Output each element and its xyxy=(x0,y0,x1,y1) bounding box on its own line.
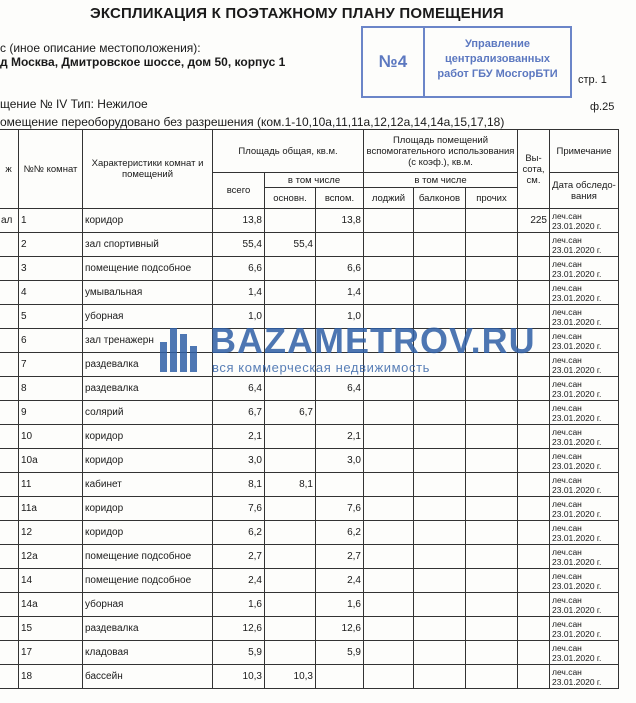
note-type: леч.сан xyxy=(552,330,582,341)
cell-aux: 2,4 xyxy=(316,569,364,593)
cell-empty xyxy=(364,377,414,401)
cell-total: 8,1 xyxy=(213,473,265,497)
cell-empty xyxy=(364,617,414,641)
cell-main: 8,1 xyxy=(265,473,316,497)
table-row xyxy=(0,449,619,473)
cell-name: солярий xyxy=(83,401,213,425)
cell-empty xyxy=(466,521,518,545)
cell-empty xyxy=(466,545,518,569)
cell-height xyxy=(518,569,550,593)
cell-empty xyxy=(364,569,414,593)
cell-height xyxy=(518,665,550,689)
cell-note xyxy=(550,473,619,497)
cell-name: кабинет xyxy=(83,473,213,497)
cell-note xyxy=(550,641,619,665)
cell-empty xyxy=(414,545,466,569)
cell-main xyxy=(265,209,316,233)
cell-main xyxy=(265,425,316,449)
table-row xyxy=(0,209,619,233)
cell-total: 7,6 xyxy=(213,497,265,521)
table-row xyxy=(0,281,619,305)
cell-height xyxy=(518,593,550,617)
cell-floor xyxy=(0,377,19,401)
note-date: 23.01.2020 г. xyxy=(552,460,602,471)
bti-stamp xyxy=(361,26,572,98)
cell-height xyxy=(518,617,550,641)
cell-height: 225 xyxy=(518,209,550,233)
cell-note xyxy=(550,281,619,305)
cell-main xyxy=(265,257,316,281)
note-date: 23.01.2020 г. xyxy=(552,340,602,351)
table-row xyxy=(0,257,619,281)
cell-height xyxy=(518,497,550,521)
col-room-no: №№ комнат xyxy=(19,130,83,209)
cell-floor xyxy=(0,353,19,377)
col-loggia: лоджий xyxy=(364,188,414,209)
building-logo-icon xyxy=(158,326,204,372)
cell-total: 2,4 xyxy=(213,569,265,593)
cell-no: 3 xyxy=(19,257,83,281)
cell-height xyxy=(518,401,550,425)
table-row xyxy=(0,521,619,545)
note-type: леч.сан xyxy=(552,522,582,533)
note-type: леч.сан xyxy=(552,402,582,413)
cell-empty xyxy=(414,233,466,257)
cell-no: 1 xyxy=(19,209,83,233)
table-row xyxy=(0,473,619,497)
table-row xyxy=(0,665,619,689)
cell-empty xyxy=(364,545,414,569)
cell-aux xyxy=(316,233,364,257)
cell-total: 10,3 xyxy=(213,665,265,689)
cell-name: помещение подсобное xyxy=(83,545,213,569)
note-date: 23.01.2020 г. xyxy=(552,244,602,255)
col-aux-area: Площадь помещений вспомогательного использования (с коэф.), кв.м. xyxy=(364,130,518,173)
cell-empty xyxy=(364,233,414,257)
cell-floor xyxy=(0,497,19,521)
cell-floor xyxy=(0,569,19,593)
cell-name: помещение подсобное xyxy=(83,569,213,593)
explication-table xyxy=(0,129,619,689)
cell-total: 1,0 xyxy=(213,305,265,329)
cell-aux: 5,9 xyxy=(316,641,364,665)
cell-name: зал спортивный xyxy=(83,233,213,257)
cell-floor xyxy=(0,329,19,353)
form-number: ф.25 xyxy=(590,101,615,113)
cell-empty xyxy=(364,209,414,233)
cell-height xyxy=(518,449,550,473)
table-body xyxy=(0,209,619,689)
table-row xyxy=(0,641,619,665)
cell-note xyxy=(550,521,619,545)
cell-total: 6,7 xyxy=(213,401,265,425)
cell-empty xyxy=(414,593,466,617)
cell-empty xyxy=(414,401,466,425)
cell-note xyxy=(550,353,619,377)
cell-aux: 6,2 xyxy=(316,521,364,545)
stamp-org-line: работ ГБУ МосгорБТИ xyxy=(437,68,558,80)
table-row xyxy=(0,425,619,449)
cell-floor xyxy=(0,449,19,473)
cell-no: 4 xyxy=(19,281,83,305)
cell-main xyxy=(265,545,316,569)
cell-height xyxy=(518,641,550,665)
cell-main: 55,4 xyxy=(265,233,316,257)
cell-empty xyxy=(466,209,518,233)
cell-main: 6,7 xyxy=(265,401,316,425)
table-row xyxy=(0,497,619,521)
document-title: ЭКСПЛИКАЦИЯ К ПОЭТАЖНОМУ ПЛАНУ ПОМЕЩЕНИЯ xyxy=(90,5,504,22)
note-date: 23.01.2020 г. xyxy=(552,604,602,615)
cell-empty xyxy=(466,377,518,401)
cell-main xyxy=(265,449,316,473)
cell-height xyxy=(518,281,550,305)
cell-aux: 12,6 xyxy=(316,617,364,641)
cell-no: 11а xyxy=(19,497,83,521)
cell-empty xyxy=(466,497,518,521)
cell-aux xyxy=(316,401,364,425)
cell-no: 11 xyxy=(19,473,83,497)
cell-height xyxy=(518,257,550,281)
cell-name: раздевалка xyxy=(83,377,213,401)
cell-aux: 6,6 xyxy=(316,257,364,281)
cell-floor xyxy=(0,665,19,689)
cell-total: 6,2 xyxy=(213,521,265,545)
table-row xyxy=(0,401,619,425)
note-date: 23.01.2020 г. xyxy=(552,364,602,375)
cell-floor xyxy=(0,521,19,545)
watermark xyxy=(158,320,536,378)
note-date: 23.01.2020 г. xyxy=(552,268,602,279)
cell-note xyxy=(550,593,619,617)
cell-aux: 1,4 xyxy=(316,281,364,305)
cell-no: 12а xyxy=(19,545,83,569)
cell-note xyxy=(550,377,619,401)
cell-total: 1,4 xyxy=(213,281,265,305)
cell-floor xyxy=(0,545,19,569)
cell-empty xyxy=(414,665,466,689)
cell-empty xyxy=(414,425,466,449)
room-line: щение № IV Тип: Нежилое xyxy=(0,97,148,111)
cell-name: раздевалка xyxy=(83,617,213,641)
cell-floor xyxy=(0,473,19,497)
cell-main xyxy=(265,569,316,593)
cell-aux: 13,8 xyxy=(316,209,364,233)
table-row xyxy=(0,545,619,569)
cell-floor xyxy=(0,281,19,305)
cell-name: коридор xyxy=(83,449,213,473)
table-row xyxy=(0,233,619,257)
note-date: 23.01.2020 г. xyxy=(552,388,602,399)
cell-no: 9 xyxy=(19,401,83,425)
cell-floor xyxy=(0,425,19,449)
cell-aux xyxy=(316,665,364,689)
cell-empty xyxy=(414,617,466,641)
cell-note xyxy=(550,617,619,641)
note-date: 23.01.2020 г. xyxy=(552,316,602,327)
cell-main xyxy=(265,617,316,641)
cell-empty xyxy=(414,641,466,665)
note-type: леч.сан xyxy=(552,426,582,437)
cell-empty xyxy=(414,497,466,521)
table-header xyxy=(0,130,619,209)
cell-empty xyxy=(466,665,518,689)
watermark-sub: вся коммерческая недвижимость xyxy=(212,360,431,375)
cell-total: 13,8 xyxy=(213,209,265,233)
cell-empty xyxy=(414,521,466,545)
note-type: леч.сан xyxy=(552,546,582,557)
table-row xyxy=(0,569,619,593)
cell-note xyxy=(550,401,619,425)
cell-name: уборная xyxy=(83,593,213,617)
cell-aux: 2,1 xyxy=(316,425,364,449)
cell-empty xyxy=(466,401,518,425)
note-date: 23.01.2020 г. xyxy=(552,436,602,447)
cell-floor xyxy=(0,593,19,617)
note-type: леч.сан xyxy=(552,450,582,461)
col-all: всего xyxy=(213,173,265,209)
cell-total: 5,9 xyxy=(213,641,265,665)
page-number: стр. 1 xyxy=(578,74,607,86)
cell-empty xyxy=(364,593,414,617)
cell-total: 2,7 xyxy=(213,545,265,569)
cell-aux: 2,7 xyxy=(316,545,364,569)
cell-empty xyxy=(466,425,518,449)
cell-no: 10 xyxy=(19,425,83,449)
col-total-area: Площадь общая, кв.м. xyxy=(213,130,364,173)
address-label: с (иное описание местоположения): xyxy=(0,41,201,55)
cell-aux: 1,0 xyxy=(316,305,364,329)
cell-note xyxy=(550,233,619,257)
cell-height xyxy=(518,521,550,545)
cell-name: коридор xyxy=(83,425,213,449)
note-date: 23.01.2020 г. xyxy=(552,676,602,687)
cell-no: 14 xyxy=(19,569,83,593)
cell-empty xyxy=(364,449,414,473)
cell-name: зал тренажерн xyxy=(83,329,213,353)
cell-total: 1,6 xyxy=(213,593,265,617)
stamp-org xyxy=(425,37,570,82)
cell-main xyxy=(265,281,316,305)
cell-empty xyxy=(364,497,414,521)
note-type: леч.сан xyxy=(552,570,582,581)
cell-total: 6,4 xyxy=(213,377,265,401)
cell-empty xyxy=(466,473,518,497)
note-type: леч.сан xyxy=(552,618,582,629)
cell-empty xyxy=(364,425,414,449)
cell-empty xyxy=(414,473,466,497)
cell-name: раздевалка xyxy=(83,353,213,377)
note-type: леч.сан xyxy=(552,666,582,677)
table-row xyxy=(0,617,619,641)
cell-empty xyxy=(414,281,466,305)
note-type: леч.сан xyxy=(552,642,582,653)
cell-aux xyxy=(316,473,364,497)
cell-main xyxy=(265,593,316,617)
cell-floor xyxy=(0,233,19,257)
cell-name: уборная xyxy=(83,305,213,329)
cell-note xyxy=(550,329,619,353)
cell-name: коридор xyxy=(83,209,213,233)
note-date: 23.01.2020 г. xyxy=(552,556,602,567)
stamp-number: №4 xyxy=(363,28,425,96)
cell-main: 10,3 xyxy=(265,665,316,689)
cell-empty xyxy=(414,209,466,233)
cell-total: 12,6 xyxy=(213,617,265,641)
cell-note xyxy=(550,497,619,521)
note-type: леч.сан xyxy=(552,474,582,485)
cell-note xyxy=(550,257,619,281)
cell-no: 18 xyxy=(19,665,83,689)
cell-floor xyxy=(0,257,19,281)
col-remark: Примечание xyxy=(550,130,619,173)
cell-main xyxy=(265,521,316,545)
note-type: леч.сан xyxy=(552,498,582,509)
cell-main xyxy=(265,377,316,401)
col-main: основн. xyxy=(265,188,316,209)
cell-no: 7 xyxy=(19,353,83,377)
cell-name: коридор xyxy=(83,497,213,521)
note-date: 23.01.2020 г. xyxy=(552,628,602,639)
cell-name: умывальная xyxy=(83,281,213,305)
cell-note xyxy=(550,449,619,473)
cell-note xyxy=(550,569,619,593)
cell-name: бассейн xyxy=(83,665,213,689)
cell-total: 55,4 xyxy=(213,233,265,257)
cell-no: 14а xyxy=(19,593,83,617)
cell-main xyxy=(265,641,316,665)
note-date: 23.01.2020 г. xyxy=(552,580,602,591)
cell-total: 2,1 xyxy=(213,425,265,449)
note-type: леч.сан xyxy=(552,282,582,293)
cell-floor xyxy=(0,401,19,425)
cell-empty xyxy=(364,521,414,545)
note-type: леч.сан xyxy=(552,234,582,245)
cell-main xyxy=(265,497,316,521)
cell-no: 15 xyxy=(19,617,83,641)
cell-empty xyxy=(466,233,518,257)
table-row xyxy=(0,593,619,617)
col-characteristics: Характеристики комнат и помещений xyxy=(83,130,213,209)
note-date: 23.01.2020 г. xyxy=(552,484,602,495)
cell-no: 17 xyxy=(19,641,83,665)
cell-height xyxy=(518,377,550,401)
col-balcony: балконов xyxy=(414,188,466,209)
cell-no: 5 xyxy=(19,305,83,329)
cell-empty xyxy=(466,569,518,593)
cell-empty xyxy=(466,449,518,473)
note-date: 23.01.2020 г. xyxy=(552,412,602,423)
col-height: Вы-сота, см. xyxy=(518,130,550,209)
cell-note xyxy=(550,545,619,569)
cell-aux: 3,0 xyxy=(316,449,364,473)
note-date: 23.01.2020 г. xyxy=(552,652,602,663)
cell-aux: 1,6 xyxy=(316,593,364,617)
cell-empty xyxy=(466,257,518,281)
cell-height xyxy=(518,425,550,449)
cell-empty xyxy=(414,257,466,281)
cell-empty xyxy=(364,257,414,281)
cell-name: помещение подсобное xyxy=(83,257,213,281)
cell-empty xyxy=(414,377,466,401)
cell-no: 2 xyxy=(19,233,83,257)
cell-empty xyxy=(364,401,414,425)
cell-empty xyxy=(364,281,414,305)
cell-empty xyxy=(466,593,518,617)
note-line: омещение переоборудовано без разрешения (ком.1-10,10а,11,11а,12,12а,14,14а,15,17,18) xyxy=(0,115,505,129)
note-date: 23.01.2020 г. xyxy=(552,508,602,519)
watermark-main: BAZAMETROV.RU xyxy=(210,320,536,361)
col-other: прочих xyxy=(466,188,518,209)
note-date: 23.01.2020 г. xyxy=(552,292,602,303)
cell-total: 6,6 xyxy=(213,257,265,281)
address-value: д Москва, Дмитровское шоссе, дом 50, корпус 1 xyxy=(0,55,286,69)
cell-floor: ал xyxy=(0,209,19,233)
cell-name: кладовая xyxy=(83,641,213,665)
cell-name: коридор xyxy=(83,521,213,545)
cell-empty xyxy=(414,449,466,473)
cell-empty xyxy=(466,617,518,641)
cell-aux: 7,6 xyxy=(316,497,364,521)
cell-height xyxy=(518,233,550,257)
stamp-org-line: Управление xyxy=(464,38,530,50)
cell-aux: 6,4 xyxy=(316,377,364,401)
cell-empty xyxy=(466,641,518,665)
cell-empty xyxy=(414,569,466,593)
cell-empty xyxy=(364,473,414,497)
cell-note xyxy=(550,425,619,449)
note-type: леч.сан xyxy=(552,354,582,365)
cell-height xyxy=(518,473,550,497)
note-type: леч.сан xyxy=(552,306,582,317)
note-type: леч.сан xyxy=(552,210,582,221)
cell-empty xyxy=(364,665,414,689)
col-date: Дата обследо-вания xyxy=(550,173,619,209)
cell-no: 12 xyxy=(19,521,83,545)
cell-total: 3,0 xyxy=(213,449,265,473)
cell-no: 6 xyxy=(19,329,83,353)
note-date: 23.01.2020 г. xyxy=(552,220,602,231)
col-floor: ж xyxy=(0,130,19,209)
note-type: леч.сан xyxy=(552,378,582,389)
cell-no: 10а xyxy=(19,449,83,473)
note-type: леч.сан xyxy=(552,258,582,269)
cell-height xyxy=(518,545,550,569)
note-type: леч.сан xyxy=(552,594,582,605)
cell-note xyxy=(550,209,619,233)
cell-note xyxy=(550,665,619,689)
table-row xyxy=(0,377,619,401)
cell-no: 8 xyxy=(19,377,83,401)
cell-empty xyxy=(466,281,518,305)
stamp-org-line: централизованных xyxy=(445,53,550,65)
cell-note xyxy=(550,305,619,329)
col-incl2: в том числе xyxy=(364,173,518,188)
cell-floor xyxy=(0,305,19,329)
col-aux: вспом. xyxy=(316,188,364,209)
note-date: 23.01.2020 г. xyxy=(552,532,602,543)
col-incl: в том числе xyxy=(265,173,364,188)
cell-empty xyxy=(364,641,414,665)
cell-floor xyxy=(0,641,19,665)
cell-floor xyxy=(0,617,19,641)
